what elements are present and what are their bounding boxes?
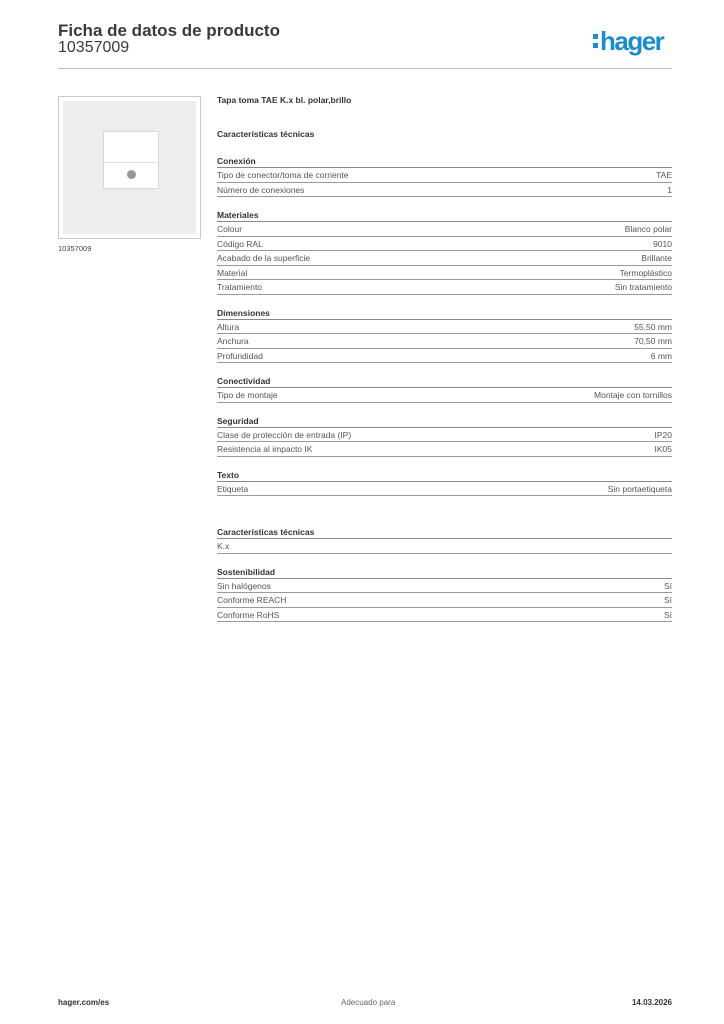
cover-plate-illustration bbox=[63, 101, 196, 234]
spec-row bbox=[217, 608, 672, 623]
spec-row bbox=[217, 266, 672, 281]
spec-section bbox=[217, 307, 672, 364]
spec-row bbox=[217, 251, 672, 266]
spec-value: Sin tratamiento bbox=[614, 282, 672, 292]
spec-value: 9010 bbox=[653, 238, 672, 249]
spec-value: 70,50 mm bbox=[634, 336, 672, 346]
spec-row bbox=[217, 539, 672, 554]
product-name: Tapa toma TAE K.x bl. polar,brillo bbox=[217, 95, 352, 105]
spec-row bbox=[217, 388, 672, 403]
spec-row bbox=[217, 593, 672, 608]
spec-row bbox=[217, 482, 672, 497]
spec-label: Anchura bbox=[217, 336, 249, 346]
spec-section bbox=[217, 155, 672, 197]
spec-row bbox=[217, 442, 672, 457]
section-title: Sostenibilidad bbox=[217, 566, 672, 579]
spec-label: Sin halógenos bbox=[217, 580, 271, 591]
spec-label: Clase de protección de entrada (IP) bbox=[217, 429, 352, 440]
spec-section bbox=[217, 209, 672, 295]
spec-section bbox=[217, 415, 672, 457]
section-title: Características técnicas bbox=[217, 526, 672, 539]
spec-value: 55,50 mm bbox=[634, 321, 672, 332]
spec-label: Altura bbox=[217, 321, 240, 332]
footer-center-text: Adecuado para bbox=[341, 998, 396, 1007]
spec-label: Número de conexiones bbox=[217, 184, 305, 195]
spec-value: Sí bbox=[663, 595, 672, 605]
product-code: 10357009 bbox=[58, 39, 130, 56]
spec-value: TAE bbox=[656, 170, 672, 180]
spec-label: Acabado de la superficie bbox=[217, 253, 311, 263]
footer-date: 14.03.2026 bbox=[631, 998, 672, 1007]
spec-label: Etiqueta bbox=[217, 483, 249, 494]
footer-website: hager.com/es bbox=[58, 998, 110, 1007]
spec-value: Termoplástico bbox=[619, 267, 672, 278]
spec-label: Conforme REACH bbox=[217, 595, 287, 605]
spec-value: 6 mm bbox=[650, 350, 672, 361]
section-title: Materiales bbox=[217, 209, 672, 222]
spec-sections bbox=[217, 155, 672, 496]
spec-label: Tipo de conector/toma de corriente bbox=[217, 170, 349, 180]
spec-value: Sí bbox=[663, 609, 672, 620]
document-title: Ficha de datos de producto bbox=[58, 21, 280, 40]
screw-icon bbox=[127, 170, 136, 179]
spec-row bbox=[217, 280, 672, 295]
spec-row bbox=[217, 183, 672, 198]
spec-label: Tipo de montaje bbox=[217, 390, 278, 400]
section-title: Conexión bbox=[217, 155, 672, 168]
spec-label: Resistencia al impacto IK bbox=[217, 444, 313, 454]
spec-value: Montaje con tornillos bbox=[594, 390, 672, 400]
spec-row bbox=[217, 320, 672, 335]
spec-label: Código RAL bbox=[217, 238, 263, 249]
spec-content bbox=[217, 95, 672, 634]
image-caption: 10357009 bbox=[58, 244, 92, 253]
spec-sections-secondary bbox=[217, 526, 672, 622]
spec-label: Conforme RoHS bbox=[217, 609, 280, 620]
spec-row bbox=[217, 579, 672, 594]
spec-row bbox=[217, 349, 672, 364]
spec-section bbox=[217, 469, 672, 497]
product-image bbox=[58, 96, 201, 239]
spec-row bbox=[217, 334, 672, 349]
logo-dots-icon bbox=[593, 34, 598, 48]
section-title: Dimensiones bbox=[217, 307, 672, 320]
hager-logo bbox=[593, 26, 663, 56]
spec-value: IP20 bbox=[654, 429, 672, 440]
spec-label: Tratamiento bbox=[217, 282, 263, 292]
section-title: Conectividad bbox=[217, 375, 672, 388]
technical-heading: Características técnicas bbox=[217, 129, 315, 139]
spec-section bbox=[217, 566, 672, 623]
spec-value: 1 bbox=[667, 184, 672, 195]
spec-value: Brillante bbox=[641, 253, 672, 263]
spec-value: Blanco polar bbox=[624, 224, 672, 234]
spec-label: Profundidad bbox=[217, 350, 263, 361]
spec-label: Material bbox=[217, 267, 248, 278]
spec-row bbox=[217, 237, 672, 252]
section-title: Seguridad bbox=[217, 415, 672, 428]
spec-row bbox=[217, 222, 672, 237]
spec-row bbox=[217, 428, 672, 443]
header-divider bbox=[58, 68, 672, 69]
spec-value: Sin portaetiqueta bbox=[607, 483, 672, 494]
logo-text: hager bbox=[600, 26, 664, 56]
spec-row bbox=[217, 168, 672, 183]
spec-section bbox=[217, 526, 672, 554]
section-title: Texto bbox=[217, 469, 672, 482]
spec-label: Colour bbox=[217, 224, 243, 234]
spec-value: Sí bbox=[663, 580, 672, 591]
spec-section bbox=[217, 375, 672, 403]
spec-label: K.x bbox=[217, 541, 230, 551]
connector-window bbox=[103, 131, 159, 189]
spec-value: IK05 bbox=[654, 444, 672, 454]
